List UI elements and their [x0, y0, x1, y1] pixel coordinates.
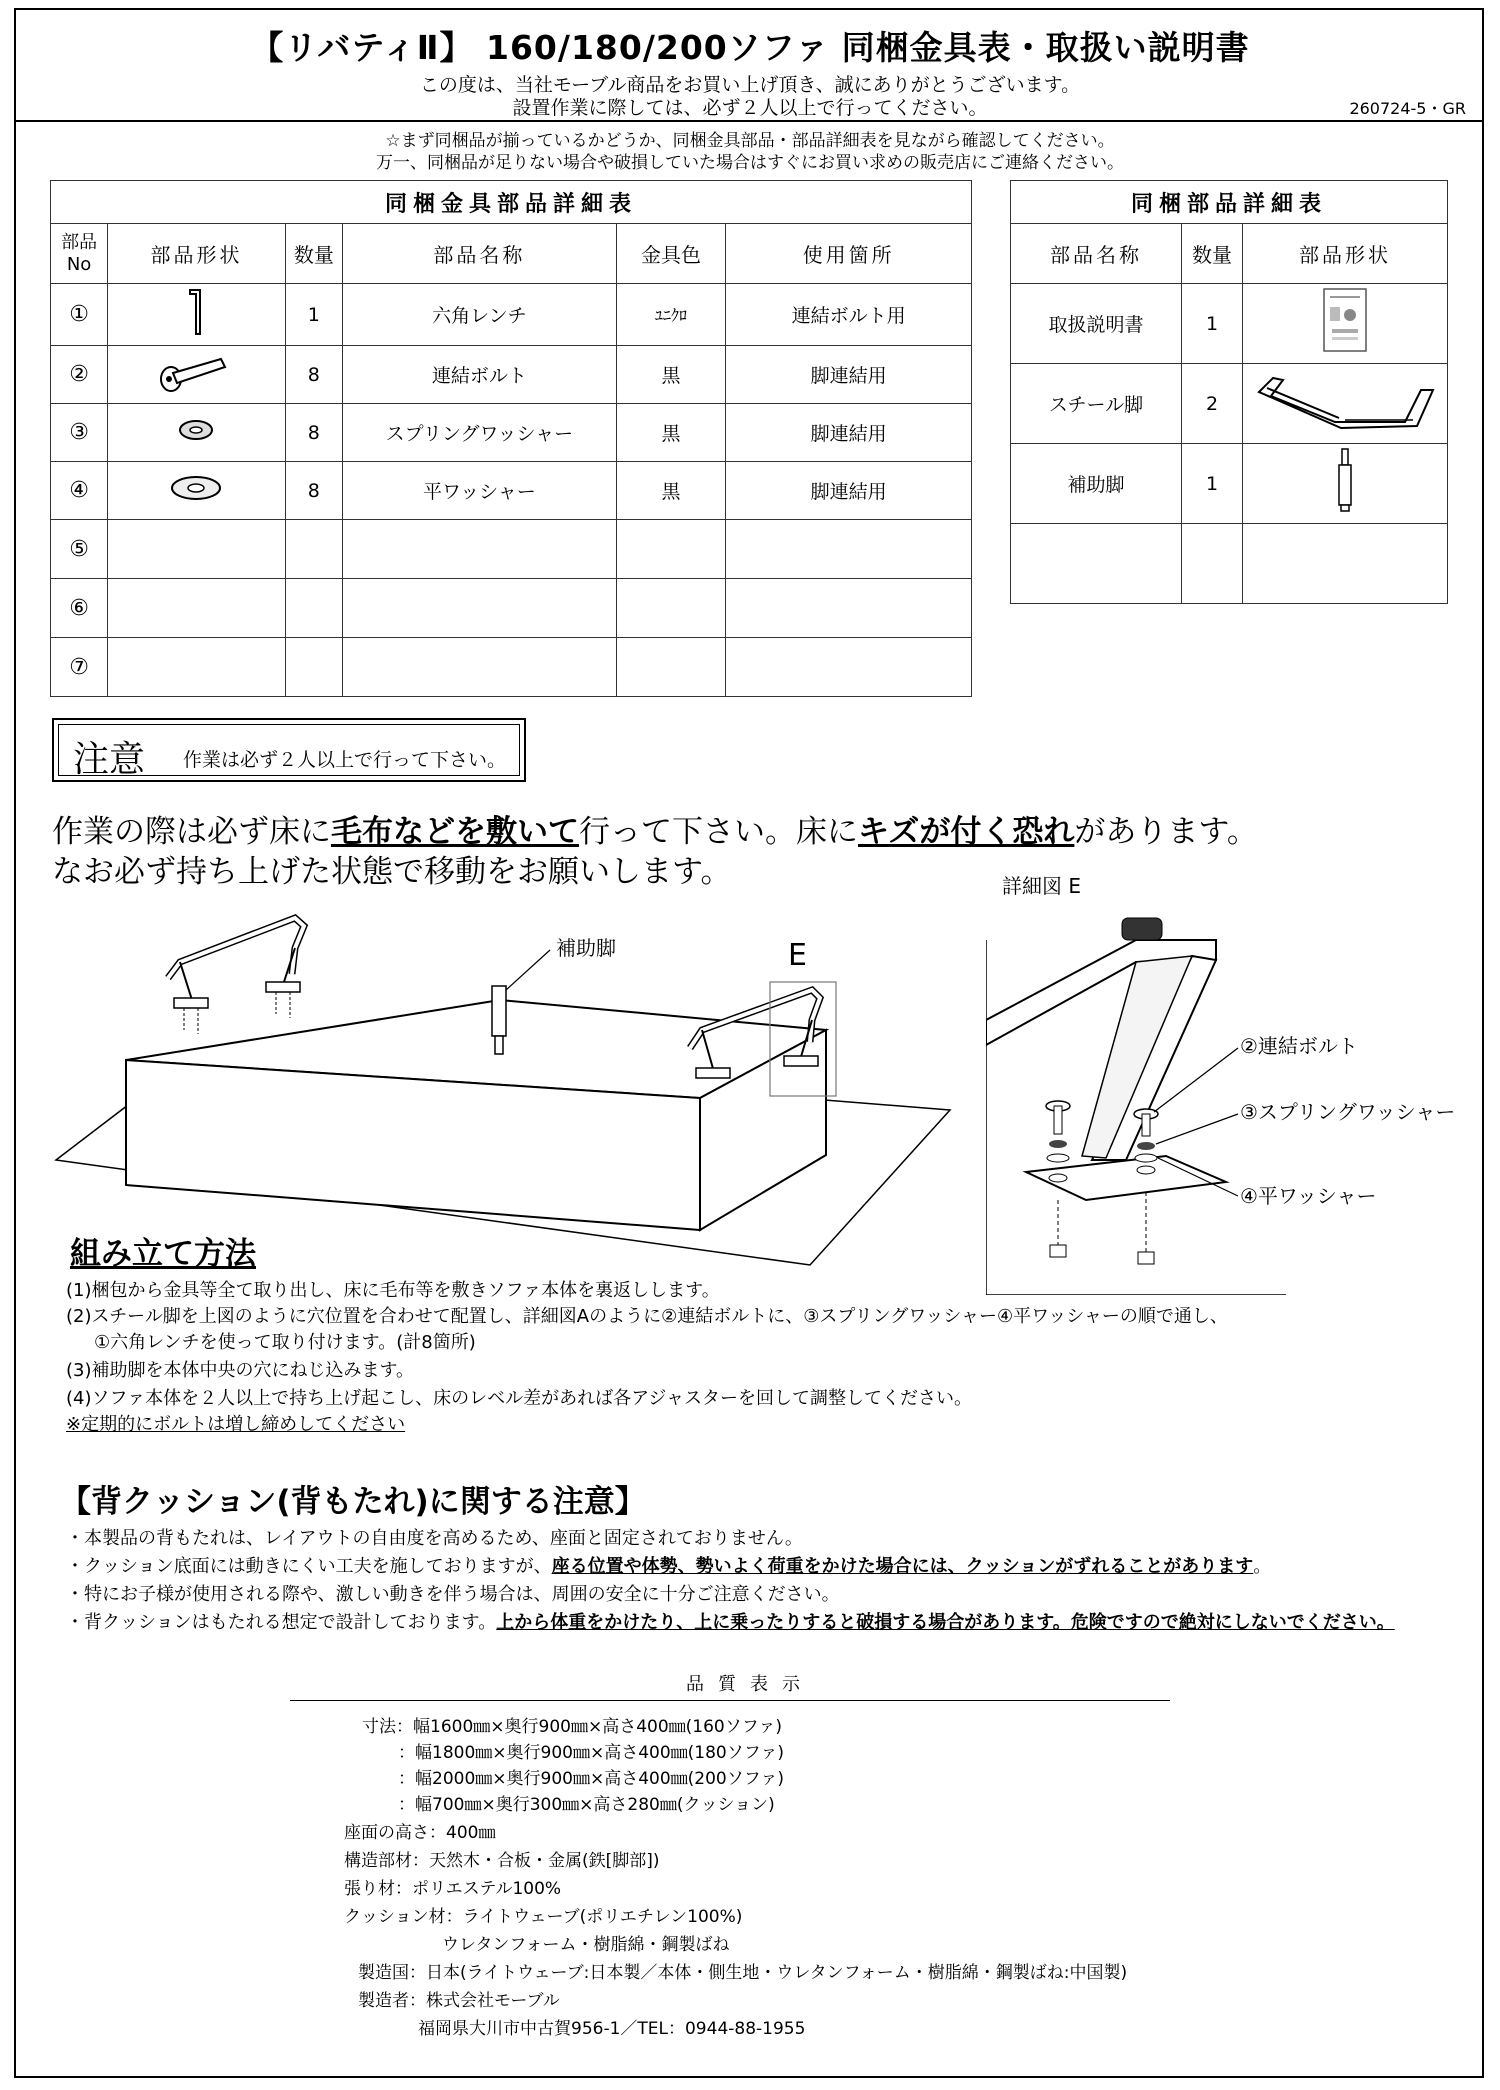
- aux-leg-label: 補助脚: [556, 936, 616, 960]
- label-flat-washer: ④平ワッシャー: [1240, 1184, 1377, 1208]
- row-name: 連結ボルト: [342, 346, 616, 404]
- quality-cushion-material-cont: ウレタンフォーム・樹脂綿・鋼製ばね: [442, 1935, 730, 1955]
- cushion-note-1: ・本製品の背もたれは、レイアウトの自由度を高めるため、座面と固定されておりません。: [66, 1528, 803, 1549]
- assembly-title: 組み立て方法: [70, 1236, 256, 1272]
- row-name: 六角レンチ: [342, 284, 616, 346]
- document-code: 260724-5・GR: [1349, 99, 1466, 118]
- auxiliary-leg-icon: [1243, 444, 1448, 524]
- greeting-line-2: 設置作業に際しては、必ず２人以上で行ってください。: [512, 97, 988, 119]
- caution-box: [52, 718, 526, 782]
- quality-dimension-3: ：幅2000㎜×奥行900㎜×高さ400㎜(200ソファ): [398, 1769, 785, 1789]
- row-no: ③: [51, 404, 108, 462]
- table-row: [51, 462, 972, 520]
- quality-structure: 構造部材：天然木・合板・金属(鉄[脚部]): [344, 1851, 660, 1871]
- row-qty: 8: [285, 462, 342, 520]
- row-no: ②: [51, 346, 108, 404]
- header-part-shape: 部品形状: [1243, 224, 1448, 284]
- page-title: 【リバティⅡ】 160/180/200ソファ 同梱金具表・取扱い説明書: [250, 28, 1250, 67]
- row-no: ①: [51, 284, 108, 346]
- parts-table-title: 同梱部品詳細表: [1011, 181, 1448, 224]
- row-qty: 2: [1182, 364, 1243, 444]
- manual-icon: [1243, 284, 1448, 364]
- header-metal-color: 金具色: [616, 224, 725, 284]
- table-row: [51, 404, 972, 462]
- row-qty: 1: [1182, 444, 1243, 524]
- cushion-note-4: ・背クッションはもたれる想定で設計しております。上から体重をかけたり、上に乗ったりすると破損する場合があります。危険ですので絶対にしないでください。: [66, 1612, 1395, 1633]
- spring-washer-icon: [108, 404, 286, 462]
- header-part-no: 部品 No: [51, 224, 108, 284]
- notice-line-1: ☆まず同梱品が揃っているかどうか、同梱金具部品・部品詳細表を見ながら確認してください。: [385, 131, 1115, 151]
- quality-dimension-1: 寸法：幅1600㎜×奥行900㎜×高さ400㎜(160ソファ): [362, 1717, 783, 1737]
- table-row: [1011, 524, 1448, 604]
- table-row: [1011, 444, 1448, 524]
- table-row: [51, 579, 972, 638]
- row-qty: 1: [1182, 284, 1243, 364]
- hex-wrench-icon: [108, 284, 286, 346]
- assembly-diagram: [50, 900, 970, 1280]
- row-name: 補助脚: [1011, 444, 1182, 524]
- flat-washer-icon: [108, 462, 286, 520]
- row-qty: 8: [285, 346, 342, 404]
- header-part-shape: 部品形状: [108, 224, 286, 284]
- assembly-note: ※定期的にボルトは増し締めしてください: [66, 1414, 406, 1435]
- quality-dimension-4: ：幅700㎜×奥行300㎜×高さ280㎜(クッション): [398, 1795, 775, 1815]
- quality-divider: [290, 1700, 1170, 1701]
- detail-e-marker: E: [788, 938, 807, 973]
- assembly-step-3: (3)補助脚を本体中央の穴にねじ込みます。: [66, 1360, 415, 1381]
- row-name: スプリングワッシャー: [342, 404, 616, 462]
- quality-seat-height: 座面の高さ：400㎜: [344, 1823, 496, 1843]
- quality-title: 品質表示: [686, 1674, 814, 1695]
- row-color: 黒: [616, 462, 725, 520]
- table-row: [1011, 284, 1448, 364]
- assembly-step-2: (2)スチール脚を上図のように穴位置を合わせて配置し、詳細図Aのように②連結ボルトに、③スプリングワッシャー④平ワッシャーの順で通し、: [66, 1306, 1228, 1327]
- bundled-parts-table: [1010, 180, 1448, 604]
- row-use: 脚連結用: [726, 404, 972, 462]
- table-row: [51, 638, 972, 697]
- row-qty: 1: [285, 284, 342, 346]
- table-row: [51, 284, 972, 346]
- quality-address: 福岡県大川市中古賀956-1／TEL：0944-88-1955: [418, 2019, 806, 2039]
- cushion-note-2: ・クッション底面には動きにくい工夫を施しておりますが、座る位置や体勢、勢いよく荷重をかけた場合には、クッションがずれることがあります。: [66, 1556, 1272, 1577]
- row-no: ⑤: [51, 520, 108, 579]
- connecting-bolt-icon: [108, 346, 286, 404]
- row-no: ⑥: [51, 579, 108, 638]
- row-name: スチール脚: [1011, 364, 1182, 444]
- assembly-step-4: (4)ソファ本体を２人以上で持ち上げ起こし、床のレベル差があれば各アジャスターを回して調整してください。: [66, 1388, 973, 1409]
- row-color: 黒: [616, 404, 725, 462]
- label-spring-washer: ③スプリングワッシャー: [1240, 1100, 1456, 1124]
- hardware-parts-table: [50, 180, 972, 697]
- assembly-step-2-cont: ①六角レンチを使って取り付けます。(計8箇所): [94, 1332, 476, 1353]
- steel-leg-icon: [1243, 364, 1448, 444]
- notice-line-2: 万一、同梱品が足りない場合や破損していた場合はすぐにお買い求めの販売店にご連絡ください。: [376, 153, 1124, 173]
- table-row: [1011, 364, 1448, 444]
- quality-maker: 製造者：株式会社モーブル: [358, 1991, 560, 2011]
- cushion-note-3: ・特にお子様が使用される際や、激しい動きを伴う場合は、周囲の安全に十分ご注意ください。: [66, 1584, 840, 1605]
- cushion-caution-title: 【背クッション(背もたれ)に関する注意】: [60, 1484, 646, 1520]
- row-use: 連結ボルト用: [726, 284, 972, 346]
- quality-dimension-2: ：幅1800㎜×奥行900㎜×高さ400㎜(180ソファ): [398, 1743, 785, 1763]
- greeting-line-1: この度は、当社モーブル商品をお買い上げ頂き、誠にありがとうございます。: [419, 74, 1081, 96]
- row-name: 平ワッシャー: [342, 462, 616, 520]
- hardware-table-title: 同梱金具部品詳細表: [51, 181, 972, 224]
- quality-cushion-material: クッション材：ライトウェーブ(ポリエチレン100%): [344, 1907, 743, 1927]
- table-row: [51, 520, 972, 579]
- table-row: [51, 346, 972, 404]
- caution-title: 注意: [73, 739, 146, 780]
- header-usage: 使用箇所: [726, 224, 972, 284]
- row-no: ⑦: [51, 638, 108, 697]
- row-color: ﾕﾆｸﾛ: [616, 284, 725, 346]
- row-no: ④: [51, 462, 108, 520]
- row-color: 黒: [616, 346, 725, 404]
- row-qty: 8: [285, 404, 342, 462]
- row-use: 脚連結用: [726, 346, 972, 404]
- header-qty: 数量: [285, 224, 342, 284]
- quality-cover: 張り材：ポリエステル100%: [344, 1879, 562, 1899]
- header-part-name: 部品名称: [342, 224, 616, 284]
- assembly-step-1: (1)梱包から金具等全て取り出し、床に毛布等を敷きソファ本体を裏返しします。: [66, 1280, 720, 1301]
- row-use: 脚連結用: [726, 462, 972, 520]
- caution-text: 作業は必ず２人以上で行って下さい。: [183, 749, 507, 771]
- floor-warning-line-2: なお必ず持ち上げた状態で移動をお願いします。: [52, 854, 732, 890]
- row-name: 取扱説明書: [1011, 284, 1182, 364]
- header-qty: 数量: [1182, 224, 1243, 284]
- quality-origin: 製造国：日本(ライトウェーブ:日本製／本体・側生地・ウレタンフォーム・樹脂綿・鋼製ばね:中国製): [358, 1963, 1128, 1983]
- label-connecting-bolt: ②連結ボルト: [1240, 1034, 1358, 1058]
- header-divider: [14, 120, 1484, 122]
- header-part-name: 部品名称: [1011, 224, 1182, 284]
- detail-e-title: 詳細図 E: [1002, 874, 1081, 898]
- floor-warning-line-1: 作業の際は必ず床に毛布などを敷いて行って下さい。床にキズが付く恐れがあります。: [52, 814, 1258, 850]
